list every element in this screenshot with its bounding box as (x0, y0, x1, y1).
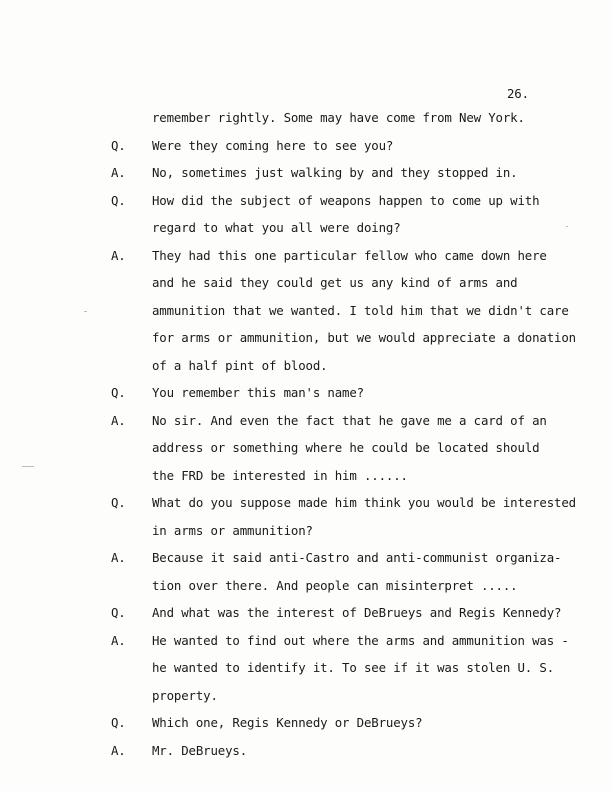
transcript-line (0, 660, 612, 688)
line-text: No, sometimes just walking by and they stopped in. (152, 165, 518, 180)
transcript-line (0, 275, 612, 303)
line-text: regard to what you all were doing? (152, 220, 401, 235)
line-text: and he said they could get us any kind of arms and (152, 275, 518, 290)
speaker-label: A. (111, 632, 126, 648)
line-text: How did the subject of weapons happen to come up with (152, 192, 540, 208)
transcript-line (0, 605, 612, 633)
transcript-line (0, 358, 612, 386)
line-text: No sir. And even the fact that he gave me a card of an (152, 412, 547, 428)
speaker-label: Q. (111, 715, 126, 730)
transcript-line (0, 633, 612, 661)
line-text: What do you suppose made him think you would be interested (152, 495, 576, 510)
transcript-line (0, 468, 612, 496)
speaker-label: A. (111, 165, 126, 180)
speaker-label: A. (111, 742, 126, 758)
line-text: Mr. DeBrueys. (152, 742, 248, 758)
transcript-line (0, 165, 612, 193)
page-number: 26. (507, 86, 529, 101)
speaker-label: Q. (111, 605, 126, 620)
transcript-line (0, 138, 612, 166)
line-text: He wanted to find out where the arms and ammunition was - (152, 632, 569, 648)
transcript-line (0, 688, 612, 716)
line-text: of a half pint of blood. (152, 357, 328, 373)
line-text: Were they coming here to see you? (152, 137, 394, 153)
transcript (0, 110, 612, 770)
speaker-label: A. (111, 550, 126, 565)
transcript-line (0, 440, 612, 468)
transcript-line (0, 495, 612, 523)
transcript-line (0, 248, 612, 276)
transcript-line (0, 330, 612, 358)
transcript-line (0, 715, 612, 743)
line-text: the FRD be interested in him ...... (152, 467, 408, 483)
transcript-line (0, 193, 612, 221)
line-text: They had this one particular fellow who came down here (152, 247, 547, 263)
line-text: in arms or ammunition? (152, 522, 313, 538)
line-text: Which one, Regis Kennedy or DeBrueys? (152, 715, 423, 730)
line-text: tion over there. And people can misinterpret ..... (152, 577, 518, 593)
line-text: You remember this man's name? (152, 385, 364, 400)
speaker-label: Q. (111, 495, 126, 510)
speaker-label: Q. (111, 385, 126, 400)
line-text: property. (152, 687, 218, 703)
line-text: ammunition that we wanted. I told him that we didn't care (152, 302, 569, 318)
transcript-line (0, 220, 612, 248)
transcript-line (0, 550, 612, 578)
transcript-line (0, 110, 612, 138)
line-text: for arms or ammunition, but we would appreciate a donation (152, 330, 576, 345)
line-text: Because it said anti-Castro and anti-communist organiza- (152, 550, 562, 565)
speaker-label: Q. (111, 137, 126, 153)
transcript-line (0, 385, 612, 413)
line-text: he wanted to identify it. To see if it was stolen U. S. (152, 660, 555, 675)
transcript-line (0, 578, 612, 606)
transcript-line (0, 743, 612, 771)
speaker-label: A. (111, 412, 126, 428)
transcript-line (0, 413, 612, 441)
line-text: remember rightly. Some may have come from New York. (152, 110, 525, 125)
line-text: address or something where he could be located should (152, 440, 540, 455)
line-text: And what was the interest of DeBrueys and Regis Kennedy? (152, 605, 562, 620)
transcript-line (0, 303, 612, 331)
transcript-line (0, 523, 612, 551)
speaker-label: Q. (111, 192, 126, 208)
speaker-label: A. (111, 247, 126, 263)
